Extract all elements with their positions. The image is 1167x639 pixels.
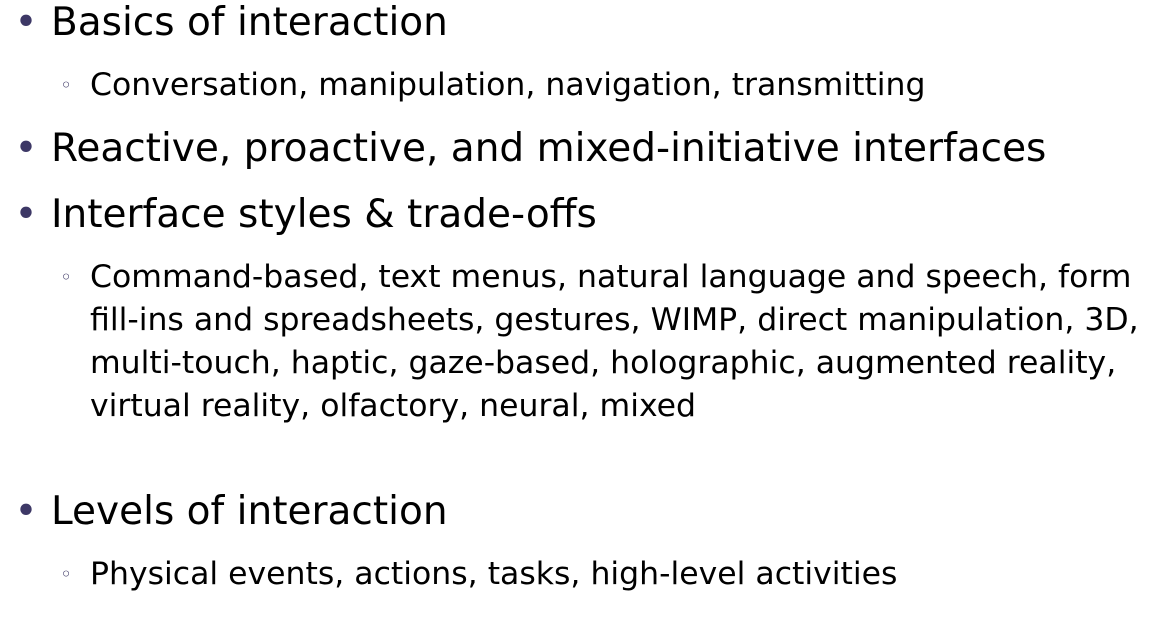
bullet-text: Levels of interaction <box>51 489 448 534</box>
bullet-icon: • <box>14 0 38 45</box>
bullet-text: Reactive, proactive, and mixed-initiative interfaces <box>51 126 1047 171</box>
bullet-icon: • <box>14 126 38 171</box>
bullet-icon: • <box>14 489 38 534</box>
bullet-text: Basics of interaction <box>51 0 448 45</box>
sub-bullet-icon: ◦ <box>60 562 72 586</box>
sub-bullet-text: Command-based, text menus, natural language and speech, form fill-ins and spreadsheets, gestures, WIMP, direct manipulation, 3D, multi-touch, haptic, gaze-based, holographic, augmented reality, virtual reality, olfactory, neural, mixed <box>90 259 1139 424</box>
bullet-text: Interface styles & trade-offs <box>51 192 597 237</box>
bullet-icon: • <box>14 192 38 237</box>
sub-bullet-icon: ◦ <box>60 265 72 289</box>
sub-bullet-icon: ◦ <box>60 73 72 97</box>
sub-bullet-text: Physical events, actions, tasks, high-level activities <box>90 556 898 592</box>
sub-bullet-text: Conversation, manipulation, navigation, transmitting <box>90 67 926 103</box>
